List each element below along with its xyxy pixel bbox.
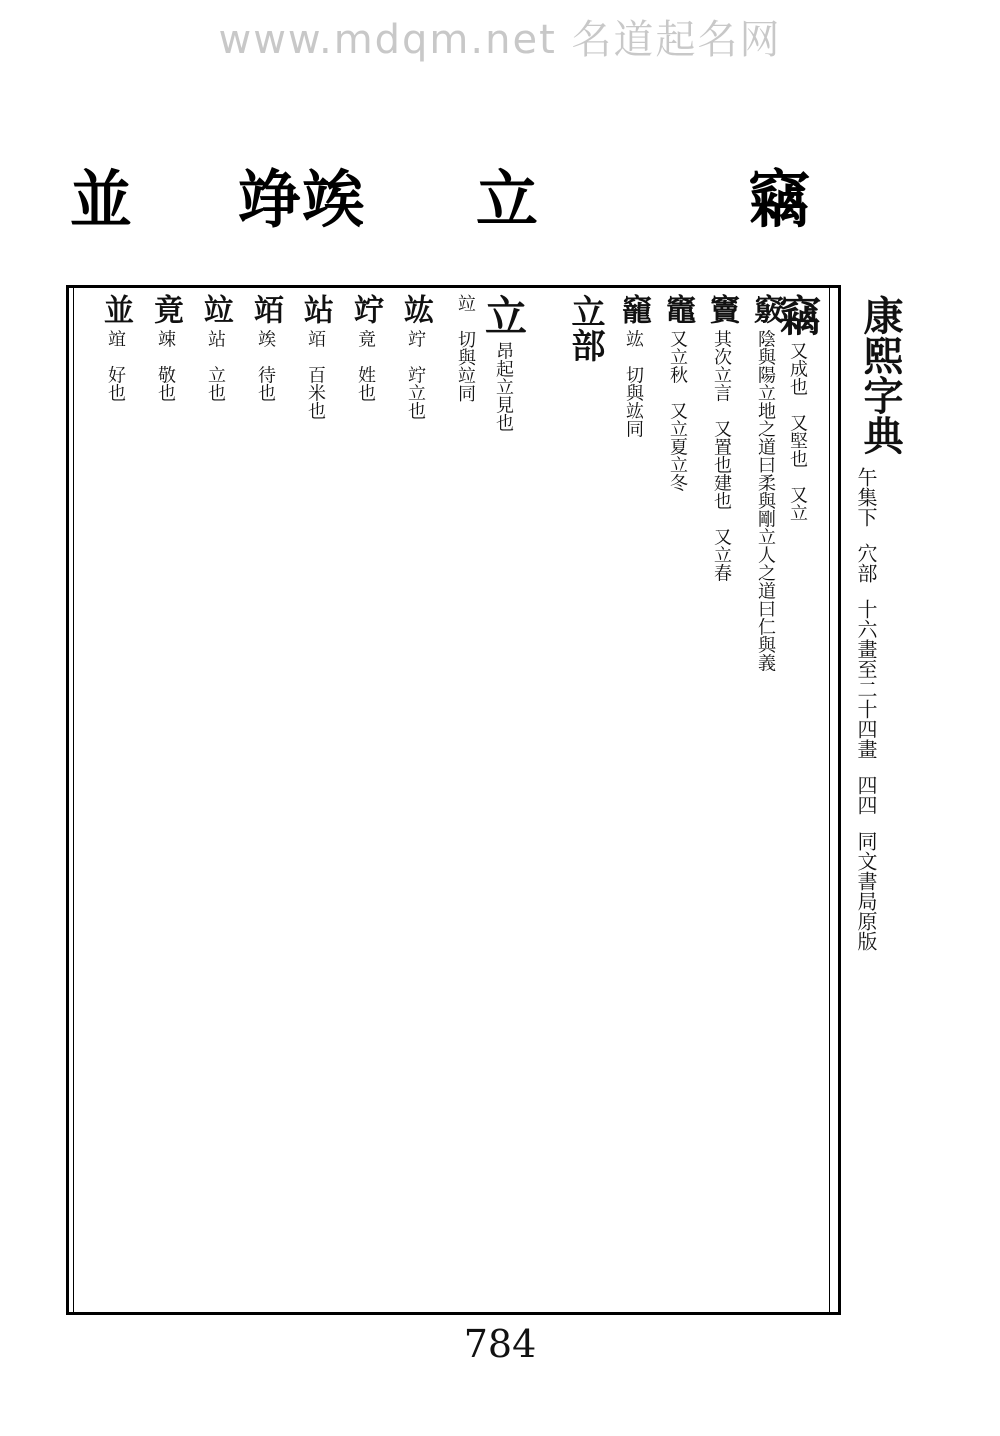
entry-head: 立 <box>479 294 528 336</box>
dictionary-title: 康熙字典 <box>857 295 904 455</box>
entry-body: 竩 好也 <box>105 329 126 402</box>
text-column <box>98 294 133 1306</box>
seal-left: 並 <box>70 163 135 236</box>
text-column <box>704 294 739 1306</box>
text-column <box>616 294 651 1306</box>
watermark-text: www.mdqm.net 名道起名网 <box>218 17 782 63</box>
text-column <box>248 294 283 1306</box>
seal-center: 立 <box>476 163 541 236</box>
entry-head: 站 <box>298 294 333 324</box>
text-column <box>660 294 695 1306</box>
entry-head: 竡 <box>248 294 283 324</box>
entry-head: 竇 <box>704 294 739 324</box>
text-columns <box>75 294 832 1306</box>
frame-inner-line-left <box>73 288 74 1312</box>
entry-body: 站 立也 <box>205 329 226 402</box>
entry-body: 竦 敬也 <box>155 329 176 402</box>
text-column <box>298 294 333 1306</box>
section-title: 立部 <box>565 294 605 362</box>
entry-body: 竚 竚立也 <box>405 329 426 420</box>
entry-body: 陰與陽立地之道曰柔與剛立人之道曰仁與義 <box>755 329 776 672</box>
entry-head: 竅 <box>748 294 783 324</box>
text-column <box>348 294 383 1306</box>
publisher-label: 同文書局原版 <box>854 831 878 951</box>
entry-body: 竝 切與竝同 <box>455 294 476 402</box>
page-number: 784 <box>463 1322 537 1366</box>
local-page-number: 四四 <box>854 775 878 815</box>
entry-body: 竑 切與竑同 <box>623 329 644 438</box>
entry-head: 並 <box>98 294 133 324</box>
entry-body: 其次立言 又置也建也 又立春 <box>711 329 732 582</box>
text-column <box>773 294 822 1306</box>
text-column <box>455 294 475 1306</box>
entry-body: 竡 百米也 <box>305 329 326 420</box>
entry-body: 又成也 又堅也 又立 <box>787 341 808 522</box>
text-column <box>198 294 233 1306</box>
entry-body: 竟 姓也 <box>355 329 376 402</box>
seal-middle: 竫竢 <box>238 163 367 236</box>
text-column <box>148 294 183 1306</box>
entry-head: 竊 <box>773 294 822 336</box>
text-column <box>398 294 433 1306</box>
entry-body: 昂起立見也 <box>493 341 514 432</box>
text-column <box>479 294 528 1306</box>
entry-head: 竟 <box>148 294 183 324</box>
entry-head: 竈 <box>660 294 695 324</box>
entry-body: 竢 待也 <box>255 329 276 402</box>
volume-label: 午集下 <box>854 467 878 527</box>
page-header <box>852 295 904 1295</box>
entry-head: 竚 <box>348 294 383 324</box>
radical-label: 穴部 <box>854 543 878 583</box>
entry-head: 竝 <box>198 294 233 324</box>
entry-head: 竑 <box>398 294 433 324</box>
seal-right: 竊 <box>748 163 813 236</box>
page-frame <box>66 285 841 1315</box>
entry-head: 竉 <box>616 294 651 324</box>
entry-body: 又立秋 又立夏立冬 <box>667 329 688 492</box>
stroke-range: 十六畫至二十四畫 <box>854 599 878 759</box>
text-column <box>748 294 783 1306</box>
